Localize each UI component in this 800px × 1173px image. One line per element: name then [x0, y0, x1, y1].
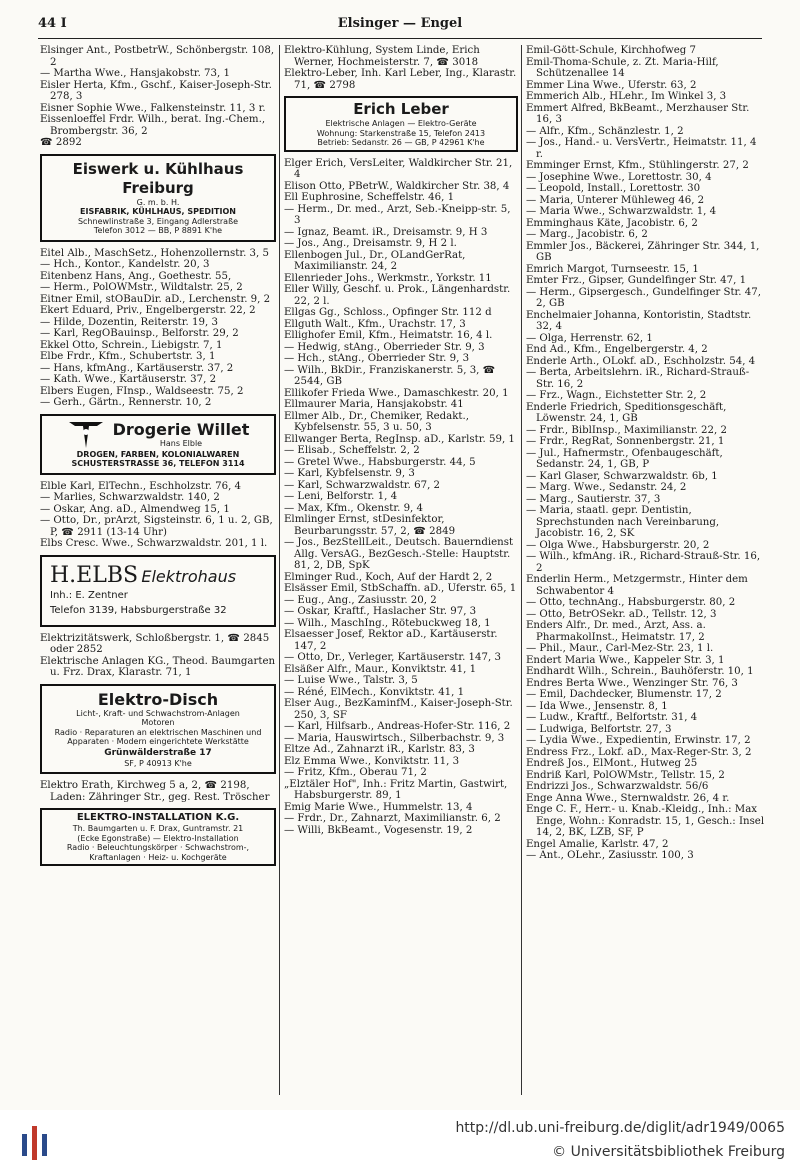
- directory-entry: — Otto, BetrOSekr. aD., Tellstr. 12, 3: [526, 608, 717, 620]
- directory-entry: Enchelmaier Johanna, Kontoristin, Stadtstr. 32, 4: [526, 309, 752, 332]
- directory-entry: Elsäßer Alfr., Maur., Konviktstr. 41, 1: [284, 663, 477, 675]
- directory-entry: — Alfr., Kfm., Schänzlestr. 1, 2: [526, 125, 684, 137]
- directory-entry: Enge C. F., Herr.- u. Knab.-Kleidg., Inh.: Max Enge, Wohn.: Konradstr. 15, 1, Gesch.: Insel 14, 2, BK, LZB, SF, P: [526, 804, 765, 838]
- directory-entry: — Berta, Arbeitslehrn. iR., Richard-Strauß-Str. 16, 2: [526, 367, 750, 390]
- ad-elbs: [40, 555, 276, 627]
- directory-entry: — Marg. Wwe., Sedanstr. 24, 2: [526, 482, 687, 493]
- directory-entry: — Hch., stAng., Oberrieder Str. 9, 3: [284, 353, 470, 364]
- directory-entry: Elble Karl, ElTechn., Eschholzstr. 76, 4: [40, 480, 242, 492]
- directory-entry: Eitner Emil, stOBauDir. aD., Lerchenstr. 9, 2: [40, 293, 271, 305]
- directory-entry: — Jos., Hand.- u. VersVertr., Heimatstr. 11, 4 r.: [526, 137, 757, 160]
- directory-entry: Ellmer Alb., Dr., Chemiker, Redakt., Kybfelsenstr. 55, 3 u. 50, 3: [284, 410, 470, 433]
- directory-entry: Elektrische Anlagen KG., Theod. Baumgarten u. Frz. Drax, Klarastr. 71, 1: [40, 655, 276, 678]
- directory-entry: Endert Maria Wwe., Kappeler Str. 3, 1: [526, 654, 725, 666]
- ad-subtitle: Elektrohaus: [141, 566, 237, 586]
- directory-entry: — Marg., Jacobistr. 6, 2: [526, 229, 648, 240]
- ad-title: Erich Leber: [353, 100, 449, 118]
- directory-entry: — Martha Wwe., Hansjakobstr. 73, 1: [40, 68, 230, 79]
- ad-line: Telefon 3139, Habsburgerstraße 32: [50, 604, 227, 616]
- directory-entry: — Luise Wwe., Talstr. 3, 5: [284, 675, 418, 686]
- directory-entry: Elektro Erath, Kirchweg 5 a, 2, ☎ 2198, Laden: Zähringer Str., geg. Rest. Tröscher: [40, 780, 270, 803]
- directory-entry: Elektro-Leber, Inh. Karl Leber, Ing., Klarastr. 71, ☎ 2798: [284, 68, 517, 91]
- directory-entry: — Otto, technAng., Habsburgerstr. 80, 2: [526, 597, 736, 608]
- ad-line: Wohnung: Starkenstraße 15, Telefon 2413: [316, 128, 486, 138]
- directory-entry: — Maria, staatl. gepr. Dentistin, Sprechstunden nach Vereinbarung, Jacobistr. 16, 2, SK: [526, 505, 720, 539]
- directory-entry: Elbe Frdr., Kfm., Schubertstr. 3, 1: [40, 351, 216, 362]
- directory-entry: — Ida Wwe., Jensenstr. 8, 1: [526, 700, 668, 712]
- ad-line: Radio · Beleuchtungskörper · Schwachstrom-, Kraftanlagen · Heiz- u. Kochgeräte: [66, 843, 250, 862]
- directory-entry: Endriß Karl, PolOWMstr., Tellstr. 15, 2: [526, 769, 725, 781]
- directory-entry: Eller Willy, Geschf. u. Prok., Längenhardstr. 22, 2 l.: [284, 284, 511, 307]
- directory-entry: Emmerich Alb., HLehr., Im Winkel 3, 3: [526, 91, 727, 102]
- directory-entry: Enderlin Herm., Metzgermstr., Hinter dem Schwabentor 4: [526, 574, 748, 597]
- directory-entry: Emter Frz., Gipser, Gundelfinger Str. 47, 1: [526, 275, 747, 286]
- directory-entry: Endreß Jos., ElMont., Hutweg 25: [526, 758, 698, 769]
- directory-entry: Eisner Sophie Wwe., Falkensteinstr. 11, 3 r.: [40, 102, 266, 114]
- directory-entry: — Otto, Dr., Verleger, Kartäuserstr. 147, 3: [284, 652, 501, 663]
- directory-entry: — Karl, Kybfelsenstr. 9, 3: [284, 468, 415, 479]
- directory-entry: Ellmaurer Maria, Hansjakobstr. 41: [284, 399, 464, 410]
- directory-entry: Ekert Eduard, Priv., Engelbergerstr. 22, 2: [40, 305, 256, 316]
- directory-entry: Elektro-Kühlung, System Linde, Erich Werner, Hochmeisterstr. 7, ☎ 3018: [284, 45, 480, 68]
- ad-sub: Hans Elble: [159, 439, 203, 449]
- directory-entry: — Karl, RegOBauinsp., Belforstr. 29, 2: [40, 328, 239, 339]
- directory-entry: Ellighofer Emil, Kfm., Heimatstr. 16, 4 l.: [284, 330, 493, 341]
- directory-entry: Elbers Eugen, FInsp., Waldseestr. 75, 2: [40, 385, 244, 397]
- ad-title: Drogerie Willet: [112, 420, 250, 440]
- directory-entry: — Ludwiga, Belfortstr. 27, 3: [526, 723, 672, 735]
- directory-entry: Emig Marie Wwe., Hummelstr. 13, 4: [284, 801, 473, 813]
- directory-entry: — Ignaz, Beamt. iR., Dreisamstr. 9, H 3: [284, 226, 488, 238]
- directory-entry: Emil-Gött-Schule, Kirchhofweg 7: [526, 45, 696, 56]
- directory-entry: Eitenbenz Hans, Ang., Goethestr. 55,: [40, 270, 232, 282]
- directory-entry: — Maria, Hauswirtsch., Silberbachstr. 9, 3: [284, 732, 505, 744]
- ad-title: H.ELBS: [50, 562, 139, 588]
- column-3: [526, 45, 766, 1095]
- directory-entry: — Marg., Sautierstr. 37, 3: [526, 493, 661, 505]
- directory-entry: — Hilde, Dozentin, Reiterstr. 19, 3: [40, 316, 218, 328]
- directory-entry: Emminghaus Käte, Jacobistr. 6, 2: [526, 217, 698, 229]
- ad-elektro-installation: [40, 808, 276, 866]
- ad-line: Motoren: [141, 718, 175, 727]
- directory-entry: — Max, Kfm., Okenstr. 9, 4: [284, 502, 424, 514]
- directory-entry: Elsässer Emil, StbSchaffn. aD., Uferstr. 65, 1: [284, 583, 517, 594]
- directory-entry: — Karl, Hilfsarb., Andreas-Hofer-Str. 116, 2: [284, 721, 511, 732]
- directory-entry: Elser Aug., BezKaminfM., Kaiser-Joseph-Str. 250, 3, SF: [284, 698, 513, 721]
- directory-entry: — Willi, BkBeamt., Vogesenstr. 19, 2: [284, 824, 473, 836]
- ad-line: Schnewlinstraße 3, Eingang Adlerstraße: [77, 216, 239, 226]
- source-url[interactable]: http://dl.ub.uni-freiburg.de/diglit/adr1949/0065: [455, 1120, 785, 1136]
- directory-entry: — Herm., Gipsergesch., Gundelfinger Str. 47, 2, GB: [526, 286, 761, 309]
- directory-entry: — Gretel Wwe., Habsburgerstr. 44, 5: [284, 456, 476, 468]
- directory-entry: Enderle Friedrich, Speditionsgeschäft, Löwenstr. 24, 1, GB: [526, 401, 727, 424]
- directory-entry: — Frdr., Dr., Zahnarzt, Maximilianstr. 6, 2: [284, 813, 501, 824]
- directory-entry: — Olga, Herrenstr. 62, 1: [526, 332, 653, 344]
- directory-entry: Ekkel Otto, Schrein., Liebigstr. 7, 1: [40, 339, 223, 351]
- directory-entry: ☎ 2892: [40, 137, 82, 148]
- directory-entry: — Réné, ElMech., Konviktstr. 41, 1: [284, 686, 465, 698]
- directory-entry: — Maria Wwe., Schwarzwaldstr. 1, 4: [526, 206, 717, 217]
- directory-entry: — Karl, Schwarzwaldstr. 67, 2: [284, 479, 441, 491]
- ad-line: Licht-, Kraft- und Schwachstrom-Anlagen: [76, 708, 240, 718]
- ad-eiswerk: [40, 154, 276, 242]
- directory-entry: — Oskar, Ang. aD., Almendweg 15, 1: [40, 503, 230, 515]
- directory-entry: Elger Erich, VersLeiter, Waldkircher Str. 21, 4: [284, 157, 513, 180]
- directory-entry: Eisler Herta, Kfm., Gschf., Kaiser-Joseph-Str. 278, 3: [40, 79, 272, 102]
- directory-entry: Elsinger Ant., PostbetrW., Schönbergstr. 108, 2: [40, 45, 275, 68]
- ad-line: Grünwälderstraße 17: [104, 747, 212, 758]
- footer: [0, 1110, 800, 1173]
- directory-entry: Emrich Margot, Turnseestr. 15, 1: [526, 263, 699, 275]
- directory-entry: Emmler Jos., Bäckerei, Zähringer Str. 344, 1, GB: [526, 240, 760, 263]
- ad-line: EISFABRIK, KÜHLHAUS, SPEDITION: [80, 207, 236, 216]
- directory-entry: Elz Emma Wwe., Konviktstr. 11, 3: [284, 755, 460, 767]
- directory-entry: Ellguth Walt., Kfm., Urachstr. 17, 3: [284, 318, 466, 330]
- directory-entry: — Jos., Ang., Dreisamstr. 9, H 2 l.: [284, 238, 457, 249]
- directory-entry: Ellgas Gg., Schloss., Opfinger Str. 112 d: [284, 307, 492, 318]
- directory-entry: — Fritz, Kfm., Oberau 71, 2: [284, 767, 427, 778]
- ad-drogerie: [40, 414, 276, 475]
- directory-entry: — Jul., Hafnermstr., Ofenbaugeschäft, Sedanstr. 24, 1, GB, P: [526, 447, 723, 470]
- column-divider: [521, 45, 522, 1095]
- ad-title: Elektro-Disch: [97, 689, 219, 709]
- directory-entry: — Emil, Dachdecker, Blumenstr. 17, 2: [526, 689, 722, 700]
- directory-entry: — Gerh., Gärtn., Rennerstr. 10, 2: [40, 397, 212, 408]
- ad-line: Th. Baumgarten u. F. Drax, Guntramstr. 21: [72, 824, 244, 833]
- directory-entry: Endres Berta Wwe., Wenzinger Str. 76, 3: [526, 677, 738, 689]
- ad-erich-leber: [284, 96, 518, 152]
- column-divider: [279, 45, 280, 1095]
- directory-entry: Emmert Alfred, BkBeamt., Merzhauser Str. 16, 3: [526, 102, 750, 125]
- ad-line: Radio · Reparaturen an elektrischen Maschinen und Apparaten · Modern eingerichtete Werkstätte: [54, 727, 262, 746]
- directory-entry: Ellwanger Berta, RegInsp. aD., Karlstr. 59, 1: [284, 433, 515, 445]
- directory-entry: Eissenloeffel Frdr. Wilh., berat. Ing.-Chem., Brombergstr. 36, 2: [40, 114, 266, 137]
- library-logo-icon: [20, 1120, 50, 1164]
- directory-entry: — Olga Wwe., Habsburgerstr. 20, 2: [526, 539, 710, 551]
- directory-entry: — Wilh., BkDir., Franziskanerstr. 5, 3, ☎ 2544, GB: [284, 364, 496, 387]
- directory-entry: Emmer Lina Wwe., Uferstr. 63, 2: [526, 79, 697, 91]
- directory-entry: — Maria, Unterer Mühleweg 46, 2: [526, 194, 705, 206]
- directory-entry: Ellenbogen Jul., Dr., OLandGerRat, Maximilianstr. 24, 2: [284, 249, 466, 272]
- ad-line: SCHUSTERSTRASSE 36, TELEFON 3114: [71, 459, 245, 468]
- column-2: [284, 45, 518, 1095]
- directory-entry: — Wilh., MaschIng., Rötebuckweg 18, 1: [284, 617, 491, 629]
- copyright: © Universitätsbibliothek Freiburg: [552, 1144, 785, 1160]
- directory-entry: End Ad., Kfm., Engelbergerstr. 4, 2: [526, 344, 708, 355]
- directory-entry: — Hch., Kontor., Kandelstr. 20, 3: [40, 259, 210, 270]
- directory-entry: Enderle Arth., OLokf. aD., Eschholzstr. 54, 4: [526, 355, 756, 367]
- directory-entry: — Karl Glaser, Schwarzwaldstr. 6b, 1: [526, 470, 718, 482]
- directory-entry: Elmlinger Ernst, stDesinfektor, Beurbarungsstr. 57, 2, ☎ 2849: [284, 514, 456, 537]
- directory-entry: Eltze Ad., Zahnarzt iR., Karlstr. 83, 3: [284, 744, 475, 755]
- directory-entry: Emminger Ernst, Kfm., Stühlingerstr. 27, 2: [526, 160, 749, 171]
- directory-entry: Elektrizitätswerk, Schloßbergstr. 1, ☎ 2845 oder 2852: [40, 632, 270, 655]
- directory-entry: „Elztäler Hof", Inh.: Fritz Martin, Gastwirt, Habsburgerstr. 89, 1: [284, 778, 508, 801]
- directory-entry: Elminger Rud., Koch, Auf der Hardt 2, 2: [284, 571, 493, 583]
- directory-entry: Emil-Thoma-Schule, z. Zt. Maria-Hilf, Schützenallee 14: [526, 56, 719, 79]
- ad-line: Betrieb: Sedanstr. 26 — GB, P 42961 K'he: [317, 138, 485, 147]
- ad-line: SF, P 40913 K'he: [124, 758, 192, 768]
- directory-entry: — Frdr., BiblInsp., Maximilianstr. 22, 2: [526, 424, 727, 436]
- page-header: [38, 16, 762, 36]
- directory-entry: — Hans, kfmAng., Kartäuserstr. 37, 2: [40, 362, 234, 374]
- directory-entry: Elsaesser Josef, Rektor aD., Kartäuserstr. 147, 2: [284, 629, 498, 652]
- directory-entry: — Ludw., Kraftf., Belfortstr. 31, 4: [526, 712, 698, 723]
- directory-entry: — Frz., Wagn., Eichstetter Str. 2, 2: [526, 390, 707, 401]
- ad-line: DROGEN, FARBEN, KOLONIALWAREN: [76, 449, 240, 459]
- directory-entry: — Josephine Wwe., Lorettostr. 30, 4: [526, 171, 712, 183]
- directory-entry: — Marlies, Schwarzwaldstr. 140, 2: [40, 492, 220, 503]
- directory-entry: Endhardt Wilh., Schrein., Bauhöferstr. 10, 1: [526, 666, 754, 677]
- directory-entry: Eitel Alb., MaschSetz., Hohenzollernstr. 3, 5: [40, 247, 269, 259]
- directory-entry: Ellikofer Frieda Wwe., Damaschkestr. 20, 1: [284, 387, 509, 399]
- header-rule: [38, 38, 762, 39]
- directory-entry: — Otto, Dr., prArzt, Sigsteinstr. 6, 1 u. 2, GB, P, ☎ 2911 (13-14 Uhr): [40, 515, 273, 538]
- directory-entry: Elison Otto, PBetrW., Waldkircher Str. 38, 4: [284, 180, 510, 192]
- running-title: Elsinger — Engel: [337, 16, 463, 31]
- directory-entry: Ell Euphrosine, Scheffelstr. 46, 1: [284, 192, 455, 203]
- column-1: [40, 45, 276, 1095]
- ad-line: (Ecke Egonstraße) — Elektro-Installation: [77, 833, 239, 843]
- directory-entry: — Ant., OLehr., Zasiusstr. 100, 3: [526, 850, 694, 861]
- directory-entry: Engel Amalie, Karlstr. 47, 2: [526, 838, 669, 850]
- directory-entry: Enders Alfr., Dr. med., Arzt, Ass. a. PharmakolInst., Heimatstr. 17, 2: [526, 620, 706, 643]
- directory-entry: Endress Frz., Lokf. aD., Max-Reger-Str. 3, 2: [526, 746, 752, 758]
- directory-entry: — Leni, Belforstr. 1, 4: [284, 491, 398, 502]
- ad-line: Elektrische Anlagen — Elektro-Geräte: [325, 119, 477, 128]
- directory-entry: — Phil., Maur., Carl-Mez-Str. 23, 1 l.: [526, 643, 714, 654]
- directory-entry: — Herm., Dr. med., Arzt, Seb.-Kneipp-str. 5, 3: [284, 203, 511, 226]
- directory-entry: — Herm., PolOWMstr., Wildtalstr. 25, 2: [40, 282, 243, 293]
- directory-entry: — Leopold, Install., Lorettostr. 30: [526, 183, 701, 194]
- directory-entry: — Frdr., RegRat, Sonnenbergstr. 21, 1: [526, 436, 725, 447]
- ad-line: Telefon 3012 — BB, P 8891 K'he: [93, 226, 223, 235]
- ad-title: Eiswerk u. Kühlhaus Freiburg: [72, 159, 244, 197]
- directory-entry: — Eug., Ang., Zasiusstr. 20, 2: [284, 594, 437, 606]
- directory-entry: — Oskar, Kraftf., Haslacher Str. 97, 3: [284, 606, 477, 617]
- directory-entry: — Lydia Wwe., Expedientin, Erwinstr. 17, 2: [526, 735, 751, 746]
- ad-elektro-disch: [40, 684, 276, 775]
- page-number: 44 I: [38, 16, 67, 31]
- directory-entry: — Jos., BezStellLeit., Deutsch. Bauerndienst Allg. VersAG., BezGesch.-Stelle: Hauptstr. 81, 2, DB, SpK: [284, 537, 514, 571]
- ad-sub: G. m. b. H.: [136, 197, 180, 207]
- directory-entry: — Elisab., Scheffelstr. 2, 2: [284, 445, 420, 456]
- ad-line: Inh.: E. Zentner: [50, 589, 128, 601]
- directory-entry: Elbs Cresc. Wwe., Schwarzwaldstr. 201, 1 l.: [40, 538, 268, 549]
- directory-entry: Endrizzi Jos., Schwarzwaldstr. 56/6: [526, 781, 709, 792]
- directory-entry: Ellenrieder Johs., Werkmstr., Yorkstr. 11: [284, 272, 492, 284]
- directory-entry: — Kath. Wwe., Kartäuserstr. 37, 2: [40, 374, 217, 385]
- directory-entry: — Hedwig, stAng., Oberrieder Str. 9, 3: [284, 341, 485, 353]
- ad-title: ELEKTRO-INSTALLATION K.G.: [76, 812, 240, 823]
- drogerie-logo-icon: [67, 420, 105, 450]
- directory-entry: Enge Anna Wwe., Sternwaldstr. 26, 4 r.: [526, 792, 730, 804]
- directory-entry: — Wilh., kfmAng. iR., Richard-Strauß-Str. 16, 2: [526, 551, 761, 574]
